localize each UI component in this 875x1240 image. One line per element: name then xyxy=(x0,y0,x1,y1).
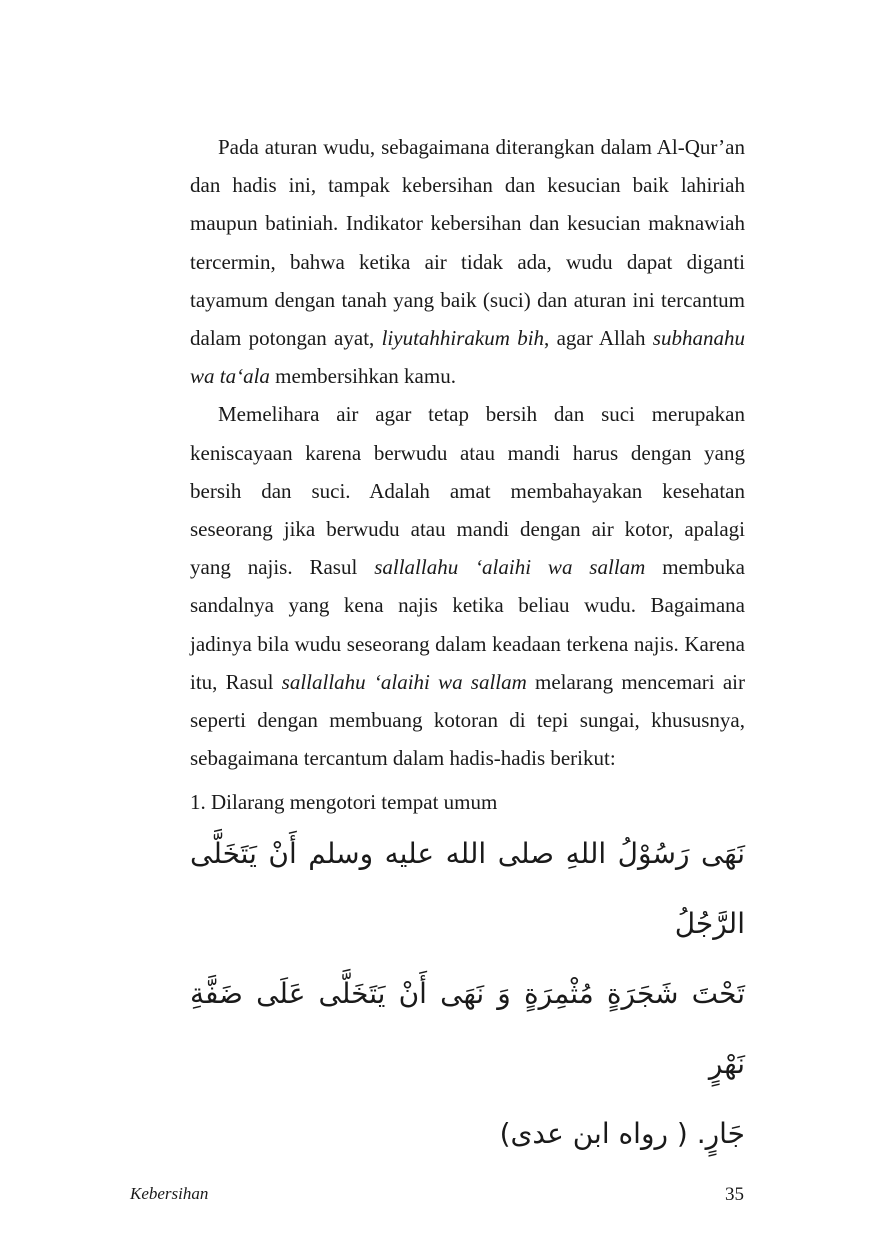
paragraph-2-italic-honorific-1: sallallahu ‘alaihi wa sallam xyxy=(374,555,646,580)
paragraph-2 xyxy=(190,395,745,777)
paragraph-2-text-e: melarang mencemari air seperti dengan membuang kotoran di tepi sungai, khususnya, sebagaimana tercantum dalam hadis-hadis berikut: xyxy=(190,669,745,771)
arabic-line-1: نَهَى رَسُوْلُ اللهِ صلى الله عليه وسلم أَنْ يَتَخَلَّى الرَّجُلُ xyxy=(190,837,745,941)
paragraph-1-text-e: membersihkan kamu. xyxy=(269,364,456,389)
arabic-line-3: جَارٍ. ( رواه ابن عدى) xyxy=(499,1117,745,1151)
list-heading: 1. Dilarang mengotori tempat umum xyxy=(190,790,498,815)
arabic-hadith xyxy=(190,819,745,1169)
paragraph-1-text-a: Pada aturan wudu, sebagaimana diterangkan dalam Al-Qur’an dan hadis ini, tampak kebersihan dan kesucian baik lahiriah maupun batiniah. Indikator kebersihan dan kesucian maknawiah tercermin, bahwa ketika air tidak ada, wudu dapat diganti tayamum dengan tanah yang baik (suci) dan aturan ini tercantum dalam potongan ayat, xyxy=(190,135,745,351)
footer-book-title: Kebersihan xyxy=(130,1184,209,1203)
paragraph-1-text-c: , agar Allah xyxy=(544,326,653,351)
page-content xyxy=(190,128,745,1169)
paragraph-1-italic-honorific: subhanahu wa ta‘ala xyxy=(190,326,745,389)
paragraph-1-italic-phrase: liyutahhirakum bih xyxy=(381,326,545,351)
paragraph-2-text-a: Memelihara air agar tetap bersih dan suci merupakan keniscayaan karena berwudu atau mandi harus dengan yang bersih dan suci. Adalah amat membahayakan kesehatan seseorang jika berwudu atau mandi dengan air kotor, apalagi yang najis. Rasul xyxy=(190,402,745,580)
paragraph-2-text-c: membuka sandalnya yang kena najis ketika beliau wudu. Bagaimana jadinya bila wudu seseorang dalam keadaan terkena najis. Karena itu, Rasul xyxy=(190,555,746,694)
arabic-line-2: تَحْتَ شَجَرَةٍ مُثْمِرَةٍ وَ نَهَى أَنْ يَتَخَلَّى عَلَى ضَفَّةِ نَهْرٍ xyxy=(190,977,745,1081)
page-number: 35 xyxy=(725,1184,744,1205)
paragraph-2-italic-honorific-2: sallallahu ‘alaihi wa sallam xyxy=(281,669,527,694)
paragraph-1 xyxy=(190,128,745,395)
